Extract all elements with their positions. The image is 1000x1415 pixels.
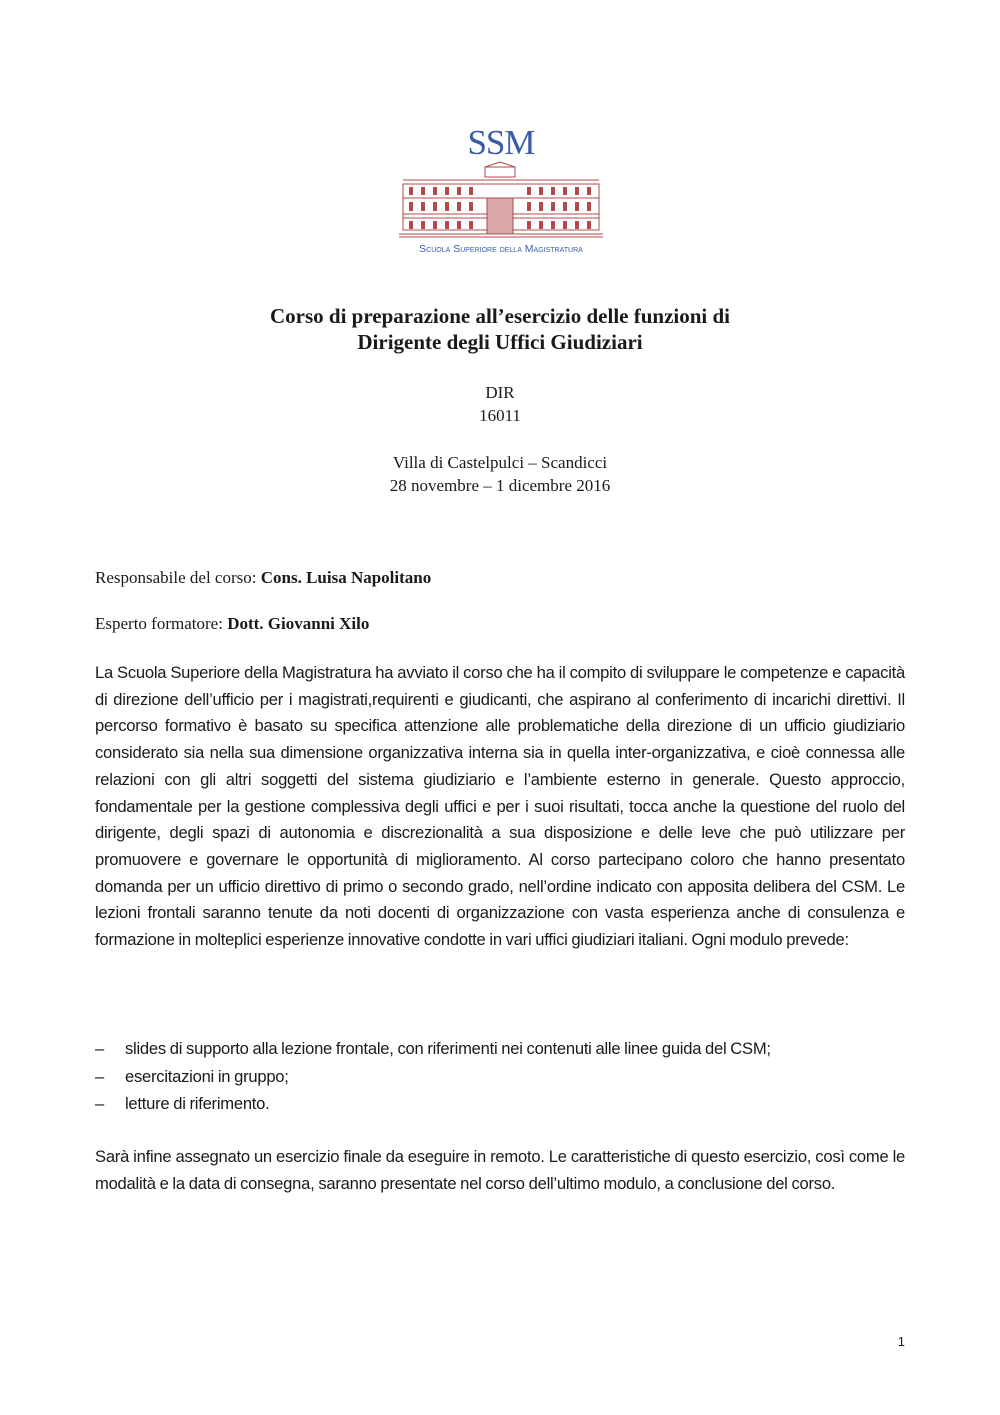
list-item bbox=[95, 1035, 915, 1063]
list-item bbox=[95, 1063, 915, 1091]
course-title-line1: Corso di preparazione all’esercizio delle funzioni di bbox=[269, 304, 731, 328]
course-code-number: 16011 bbox=[479, 406, 521, 425]
course-code bbox=[0, 381, 1000, 427]
responsabile-name: Cons. Luisa Napolitano bbox=[260, 568, 432, 587]
list-marker: – bbox=[95, 1039, 104, 1058]
list-item-text: slides di supporto alla lezione frontale, con riferimenti nei contenuti alle linee guida del CSM; bbox=[125, 1039, 771, 1058]
logo-acronym: SSM bbox=[467, 123, 535, 162]
list-marker: – bbox=[95, 1066, 104, 1086]
closing-paragraph: Sarà infine assegnato un esercizio finale da eseguire in remoto. Le caratteristiche di questo esercizio, così come le modalità e la data di consegna, saranno presentate nel corso dell’ultimo modulo, a conclusione del corso. bbox=[95, 1147, 905, 1193]
ssm-logo bbox=[399, 118, 603, 260]
list-item-text: letture di riferimento. bbox=[125, 1094, 270, 1113]
course-dates: 28 novembre – 1 dicembre 2016 bbox=[389, 476, 611, 495]
esperto-line bbox=[95, 613, 369, 635]
course-title bbox=[0, 303, 1000, 355]
course-title-line2: Dirigente degli Uffici Giudiziari bbox=[357, 330, 643, 354]
intro-paragraph: La Scuola Superiore della Magistratura ha avviato il corso che ha il compito di sviluppare le competenze e capacità di direzione dell’ufficio per i magistrati,requirenti e giudicanti, che aspirano al conferimento di incarichi direttivi. Il percorso formativo è basato su specifica attenzione alle problematiche della direzione di un ufficio giudiziario considerato sia nella sua dimensione organizzativa interna sia in quella inter-organizzativa, e cioè connessa alle relazioni con gli altri soggetti del sistema giudiziario e l’ambiente esterno in generale. Questo approccio, fondamentale per la gestione complessiva degli uffici e per i suoi risultati, tocca anche la questione del ruolo del dirigente, degli spazi di autonomia e discrezionalità a sua disposizione e delle leve che può utilizzare per promuovere e governare le opportunità di miglioramento. Al corso partecipano coloro che hanno presentato domanda per un ufficio direttivo di primo o secondo grado, nell’ordine indicato con apposita delibera del CSM. Le lezioni frontali saranno tenute da noti docenti di organizzazione con vasta esperienza anche di consulenza e formazione in molteplici esperienze innovative condotte in vari uffici giudiziari italiani. Ogni modulo prevede: bbox=[95, 663, 905, 950]
responsabile-line bbox=[95, 567, 431, 589]
course-code-label: DIR bbox=[485, 383, 515, 402]
villa-building-illustration bbox=[399, 162, 603, 237]
esperto-label: Esperto formatore: bbox=[95, 614, 223, 633]
module-contents-list bbox=[95, 1035, 915, 1118]
list-item bbox=[95, 1090, 915, 1118]
responsabile-label: Responsabile del corso: bbox=[95, 568, 257, 587]
logo-caption: Scuola Superiore della Magistratura bbox=[419, 243, 583, 255]
course-venue bbox=[0, 451, 1000, 497]
course-location: Villa di Castelpulci – Scandicci bbox=[392, 453, 608, 472]
page-number: 1 bbox=[897, 1334, 905, 1349]
list-marker: – bbox=[95, 1094, 104, 1113]
esperto-name: Dott. Giovanni Xilo bbox=[227, 614, 370, 633]
list-item-text: esercitazioni in gruppo; bbox=[125, 1066, 289, 1086]
